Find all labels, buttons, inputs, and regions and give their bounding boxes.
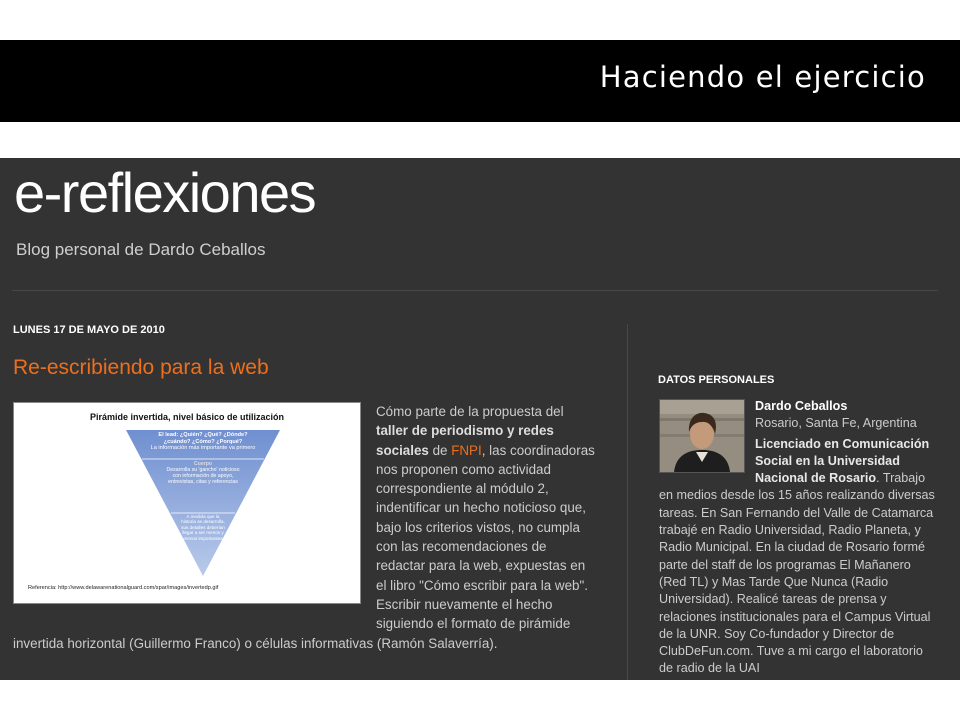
pyramid-body-text: Desarrolla su 'gancho' noticioso con información de apoyo, entrevistas, citas y referencias [166,467,240,485]
post-body [13,402,598,653]
slide-title-bar [0,40,960,122]
post-body-intro: Cómo parte de la propuesta del [376,404,564,419]
pyramid-body-heading: Cuerpo [193,461,213,467]
slide-title: Haciendo el ejercicio [599,60,926,94]
pyramid-lead-box [148,432,258,458]
column-divider [627,324,628,680]
post-title[interactable]: Re-escribiendo para la web [13,356,269,379]
pyramid-lead: El lead: ¿Quién? ¿Qué? ¿Dónde? ¿cuándo? ¿Cómo? ¿Porqué? [158,432,248,445]
profile-bio: . Trabajo en medios desde los 15 años realizando diversas tareas. En San Fernando del Valle de Catamarca trabajé en Radio Universidad, Radio Planeta, y Radio Municipal. En la ciudad de Rosario formé parte del staff de los programas El Mañanero (Red TL) y Mas Tarde Que Nunca (Radio Universidad). Realicé tareas de prensa y relaciones institucionales para el Campus Virtual de la UNR. Soy Co-fundador y Director de ClubDeFun.com. Tuve a mi cargo el laboratorio de radio de la UAI [659,471,935,676]
post-body-rest: , las coordinadoras nos proponen como actividad correspondiente al módulo 2, indentificar un hecho noticioso que, bajo los criterios vistos, no cumpla con las recomendaciones de redactar para la web, expuestas en el libro "Cómo escribir para la web". Escribir nuevamente el hecho siguiendo el formato de pirámide invertida horizontal (Guillermo Franco) o células informativas (Ramón Salaverría). [13,442,595,651]
blog-title[interactable]: e-reflexiones [14,161,316,224]
post-body-de: de [428,442,452,458]
pyramid-body-box [165,461,241,511]
pyramid-tail-text: A medida que la historia se desarrolla, sus detalles deberían llegar a ser menos y menos importantes [181,514,225,541]
post-date: LUNES 17 DE MAYO DE 2010 [13,324,165,336]
pyramid-lead-note: La información más importante va primero [150,445,256,451]
profile-photo-image [660,400,744,472]
inverted-pyramid-diagram [14,403,360,603]
post-body-bold: taller de periodismo y redes sociales [376,423,554,458]
profile-name[interactable]: Dardo Ceballos [755,399,848,413]
profile-photo[interactable] [659,399,745,473]
inverted-pyramid-image [13,402,361,604]
fnpi-link[interactable]: FNPI [451,442,482,458]
profile-degree: Licenciado en Comunicación Social en la Universidad Nacional de Rosario [755,436,930,486]
profile-location: Rosario, Santa Fe, Argentina [755,416,917,431]
pyramid-tail-box [179,514,227,558]
blog-description: Blog personal de Dardo Ceballos [16,240,266,259]
profile-widget [659,398,935,678]
blog-screenshot [0,158,960,680]
pyramid-reference: Referencia: http://www.delawarenationalguard.com/spar/images/invertedp.gif [28,585,219,591]
sidebar-heading: DATOS PERSONALES [658,374,775,386]
pyramid-title: Pirámide invertida, nivel básico de utilización [89,412,285,422]
header-divider [12,290,938,291]
